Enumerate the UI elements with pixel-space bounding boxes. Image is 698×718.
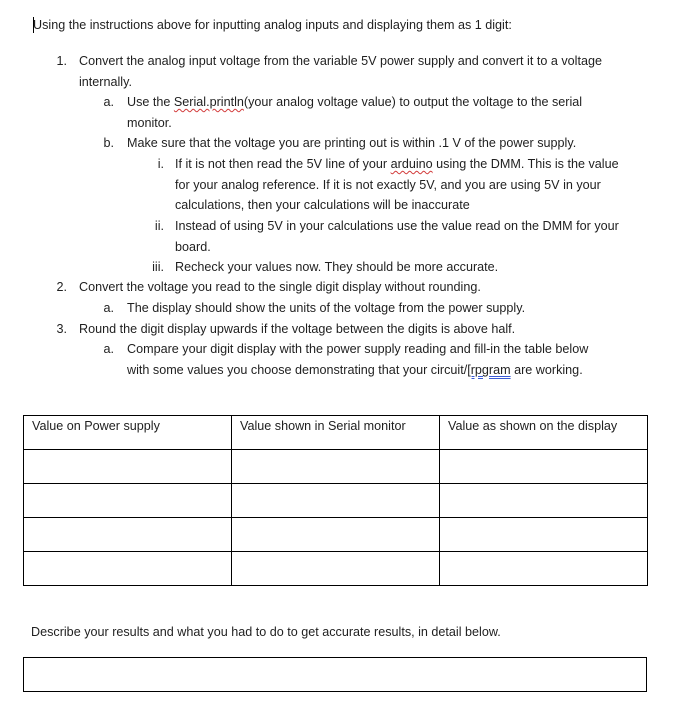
results-table <box>23 415 648 586</box>
step-1b-iii-number: iii. <box>152 260 164 274</box>
table-cell[interactable] <box>440 552 648 586</box>
step-3a-line-2: with some values you choose demonstrating that your circuit/[rpgram are working. <box>127 363 583 377</box>
table-row <box>24 450 648 484</box>
step-1b-line-1: Make sure that the voltage you are printing out is within .1 V of the power supply. <box>127 136 577 150</box>
table-cell[interactable] <box>232 552 440 586</box>
step-1b-i-line-2: for your analog reference. If it is not exactly 5V, and you are using 5V in your <box>175 178 601 192</box>
answer-box[interactable] <box>23 657 647 692</box>
step-3-number: 3. <box>56 322 67 336</box>
step-1b-number: b. <box>103 136 114 150</box>
intro-text: Using the instructions above for inputting analog inputs and displaying them as 1 digit: <box>33 18 512 32</box>
step-1a-number: a. <box>103 95 114 109</box>
table-row <box>24 552 648 586</box>
serial-println-code: Serial.println <box>173 95 244 109</box>
header-serial-monitor: Value shown in Serial monitor <box>232 416 440 450</box>
step-1b-ii-line-1: Instead of using 5V in your calculations use the value read on the DMM for your <box>175 219 619 233</box>
table-header-row <box>24 416 648 450</box>
step-1b-i-number: i. <box>157 157 164 171</box>
step-1-line-2: internally. <box>79 75 132 89</box>
table-cell[interactable] <box>24 484 232 518</box>
table-cell[interactable] <box>24 552 232 586</box>
step-3a-line-1: Compare your digit display with the power supply reading and fill-in the table below <box>127 342 589 356</box>
table-cell[interactable] <box>440 450 648 484</box>
table-row <box>24 484 648 518</box>
header-display: Value as shown on the display <box>440 416 648 450</box>
step-3-line-1: Round the digit display upwards if the voltage between the digits is above half. <box>79 322 516 336</box>
arduino-word: arduino <box>390 157 433 171</box>
step-1b-i-line-3: calculations, then your calculations will be inaccurate <box>175 198 470 212</box>
step-2-number: 2. <box>56 280 67 294</box>
step-1b-ii-number: ii. <box>154 219 164 233</box>
step-1b-ii-line-2: board. <box>175 240 211 254</box>
table-cell[interactable] <box>24 450 232 484</box>
table-cell[interactable] <box>232 484 440 518</box>
table-cell[interactable] <box>24 518 232 552</box>
table-cell[interactable] <box>440 518 648 552</box>
describe-prompt: Describe your results and what you had to do to get accurate results, in detail below. <box>31 625 501 639</box>
step-1b-i-line-1: If it is not then read the 5V line of your arduino using the DMM. This is the value <box>175 157 619 171</box>
table-cell[interactable] <box>232 450 440 484</box>
header-power-supply: Value on Power supply <box>24 416 232 450</box>
step-1a-line-2: monitor. <box>127 116 172 130</box>
step-2a-number: a. <box>103 301 114 315</box>
step-1a-line-1: Use the Serial.println(your analog voltage value) to output the voltage to the serial <box>127 95 583 109</box>
step-2a-line-1: The display should show the units of the voltage from the power supply. <box>127 301 526 315</box>
step-3a-number: a. <box>103 342 114 356</box>
step-2-line-1: Convert the voltage you read to the single digit display without rounding. <box>79 280 481 294</box>
table-cell[interactable] <box>232 518 440 552</box>
table-cell[interactable] <box>440 484 648 518</box>
step-1-number: 1. <box>56 54 67 68</box>
step-1-line-1: Convert the analog input voltage from the variable 5V power supply and convert it to a voltage <box>79 54 602 68</box>
table-row <box>24 518 648 552</box>
step-1b-iii-line-1: Recheck your values now. They should be more accurate. <box>175 260 499 274</box>
rpgram-word: [rpgram <box>467 363 511 377</box>
